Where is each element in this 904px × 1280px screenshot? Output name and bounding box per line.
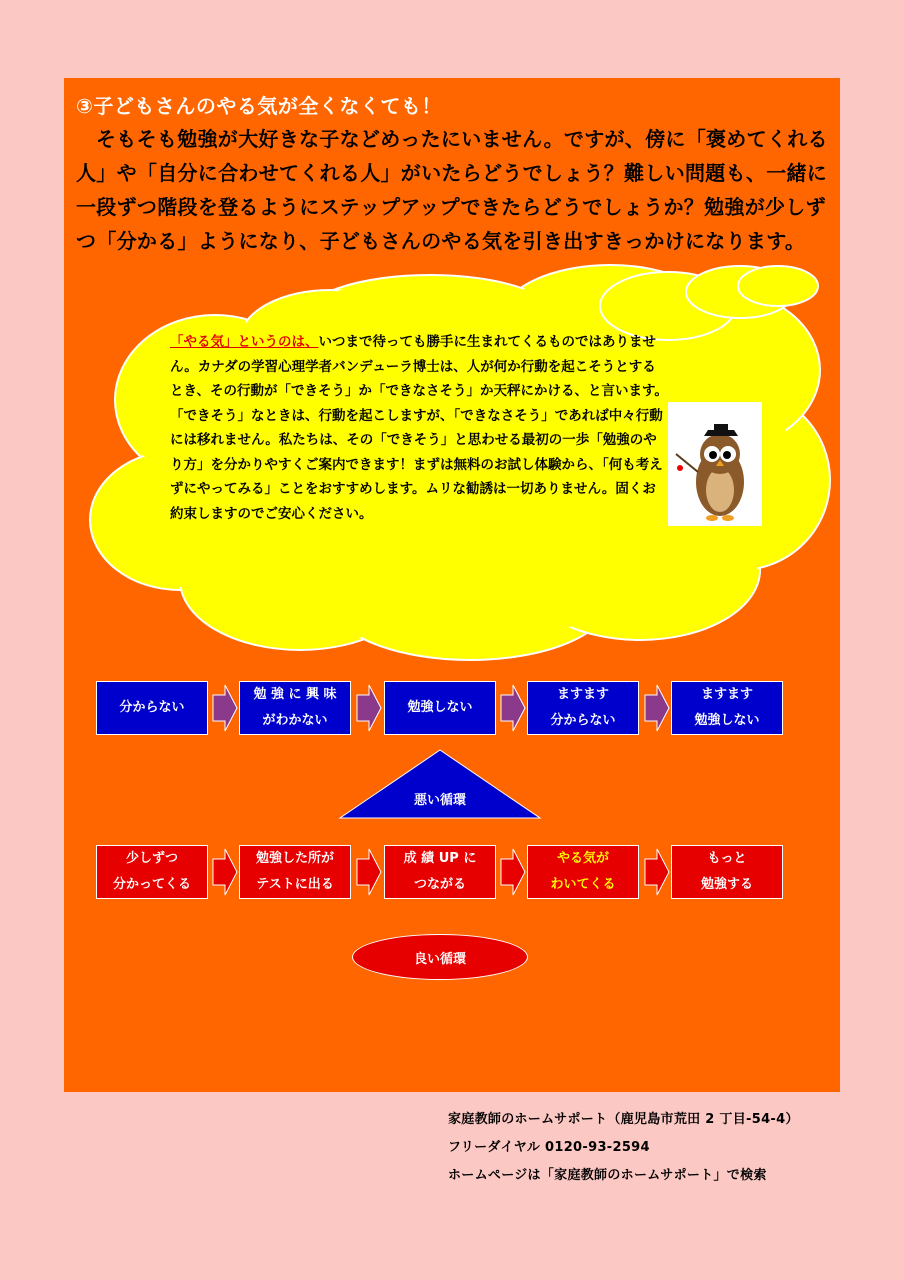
bad-arrow-4 xyxy=(641,683,671,733)
good-arrow-1 xyxy=(209,847,239,897)
owl-professor-icon xyxy=(668,402,762,526)
footer-search: ホームページは「家庭教師のホームサポート」で検索 xyxy=(448,1168,767,1183)
footer-phone: フリーダイヤル 0120-93-2594 xyxy=(448,1140,650,1155)
good-arrow-3 xyxy=(497,847,527,897)
bad-arrow-1 xyxy=(209,683,239,733)
bad-step-5: ますます 勉強しない xyxy=(671,681,783,735)
section-heading: ③子どもさんのやる気が全くなくても！ xyxy=(76,94,442,118)
bad-arrow-3 xyxy=(497,683,527,733)
good-step-3: 成 績 UP に つながる xyxy=(384,845,496,899)
good-arrow-2 xyxy=(353,847,383,897)
bubble-text xyxy=(170,330,668,526)
bad-cycle-triangle xyxy=(336,748,544,820)
footer-contact xyxy=(448,1106,799,1190)
good-step-2: 勉強した所が テストに出る xyxy=(239,845,351,899)
bad-cycle-label: 悪い循環 xyxy=(413,793,466,808)
bad-step-1: 分からない xyxy=(96,681,208,735)
good-step-4: やる気が わいてくる xyxy=(527,845,639,899)
bad-step-2: 勉 強 に 興 味 がわかない xyxy=(239,681,351,735)
bubble-body: いつまで待っても勝手に生まれてくるものではありません。カナダの学習心理学者バンデューラ博士は、人が何か行動を起こそうとするとき、その行動が「できそう」か「できなさそう」か天秤にかける、と言います。「できそう」なときは、行動を起こしますが、「できなさそう」であれば中々行動には移れません。私たちは、その「できそう」と思わせる最初の一歩「勉強のやり方」を分かりやすくご案内できます！まずは無料のお試し体験から、「何も考えずにやってみる」ことをおすすめします。ムリな勧誘は一切ありません。固くお約束しますのでご安心ください。 xyxy=(170,334,668,522)
bad-step-3: 勉強しない xyxy=(384,681,496,735)
bad-step-4: ますます 分からない xyxy=(527,681,639,735)
good-cycle-label: 良い循環 xyxy=(352,934,528,980)
intro-paragraph: そもそも勉強が大好きな子などめったにいません。ですが、傍に「褒めてくれる人」や「自分に合わせてくれる人」がいたらどうでしょう？難しい問題も、一緒に一段ずつ階段を登るようにステップアップできたらどうでしょうか？勉強が少しずつ「分かる」ようになり、子どもさんのやる気を引き出すきっかけになります。 xyxy=(76,127,828,253)
good-arrow-4 xyxy=(641,847,671,897)
bad-arrow-2 xyxy=(353,683,383,733)
footer-address: 家庭教師のホームサポート（鹿児島市荒田 2 丁目-54-4） xyxy=(448,1112,799,1127)
good-step-5: もっと 勉強する xyxy=(671,845,783,899)
good-step-1: 少しずつ 分かってくる xyxy=(96,845,208,899)
bubble-lead: 「やる気」というのは、 xyxy=(170,334,319,350)
